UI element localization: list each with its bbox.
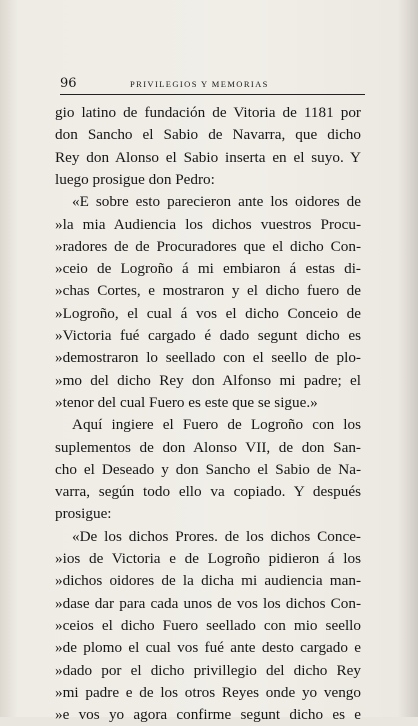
text-line: suplementos de don Alonso VII, de don San- [55, 438, 361, 456]
text-line: »dado por el dicho privillegio del dicho Rey [55, 661, 361, 679]
text-line: «De los dichos Prores. de los dichos Conce- [72, 527, 361, 545]
text-line: gio latino de fundación de Vitoria de 1181 por [55, 104, 361, 121]
running-title: PRIVILEGIOS Y MEMORIAS [130, 79, 269, 89]
text-line: »e vos yo agora confirme segunt dicho es e [55, 706, 361, 724]
text-line: »radores de de Procuradores que el dicho Con- [55, 237, 361, 255]
text-line: »mi padre e de los otros Reyes onde yo vengo [55, 683, 361, 701]
text-line: »demostraron lo seellado con el seello de plo- [55, 349, 361, 367]
text-line: »Logroño, el cual á vos el dicho Conceio de [55, 304, 361, 322]
text-line: Aquí ingiere el Fuero de Logroño con los [72, 416, 361, 434]
text-line: Rey don Alonso el Sabio inserta en el suyo. Y [55, 148, 361, 166]
text-line: »Victoria fué cargado é dado segunt dicho es [55, 327, 361, 344]
text-line: «E sobre esto parecieron ante los oidores de [72, 193, 361, 211]
text-line: »ceio de Logroño á mi embiaron á estas di- [55, 260, 361, 278]
page-edge-shadow [398, 0, 418, 717]
text-line: »ios de Victoria e de Logroño pidieron á los [55, 550, 361, 567]
text-line: »chas Cortes, e mostraron y el dicho fuero de [55, 282, 361, 300]
text-line: varra, según todo ello va copiado. Y después [55, 483, 361, 501]
text-line: »de plomo el cual vos fué ante desto cargado e [55, 639, 361, 657]
text-line: cho el Deseado y don Sancho el Sabio de Na- [55, 460, 361, 478]
text-line: »mo del dicho Rey don Alfonso mi padre; el [55, 371, 361, 389]
text-line: don Sancho el Sabio de Navarra, que dicho [55, 126, 361, 144]
text-line: »dichos oidores de la dicha mi audiencia man- [55, 572, 361, 590]
text-line: »la mia Audiencia los dichos vuestros Procu- [55, 215, 361, 233]
text-line: »tenor del cual Fuero es este que se sigue.» [55, 393, 318, 411]
text-line: prosigue: [55, 505, 112, 523]
header-rule [60, 94, 365, 95]
text-line: »ceios el dicho Fuero seellado con mio seello [55, 616, 361, 634]
text-line: »dase dar para cada unos de vos los dichos Con- [55, 594, 361, 612]
page-header [60, 76, 365, 92]
text-line: luego prosigue don Pedro: [55, 170, 215, 188]
page-number: 96 [60, 76, 77, 91]
